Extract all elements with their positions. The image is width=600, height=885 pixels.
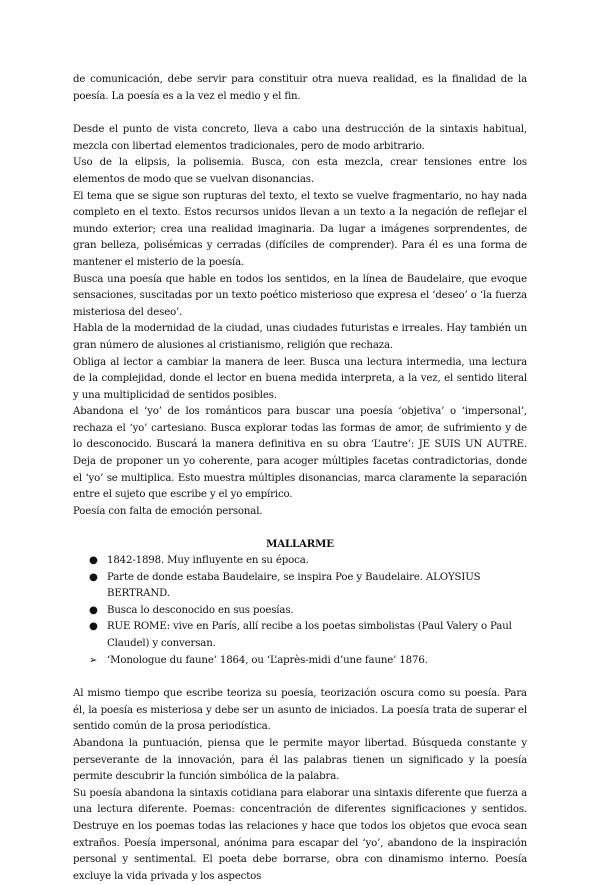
- list-item: [73, 653, 527, 670]
- list-item: [73, 553, 527, 570]
- bullet-icon: ●: [89, 571, 98, 583]
- arrow-bullet-icon: ➢: [89, 654, 98, 666]
- list-item: [73, 603, 527, 620]
- body-paragraph: Uso de la elipsis, la polisemia. Busca, con esta mezcla, crear tensiones entre los elementos de modo que se vuelvan disonancias.: [73, 157, 527, 185]
- body-paragraph: Desde el punto de vista concreto, lleva a cabo una destrucción de la sintaxis habitual, mezcla con libertad elementos tradicionales, pero de modo arbitrario.: [73, 124, 527, 152]
- body-paragraph: Busca una poesía que hable en todos los sentidos, en la línea de Baudelaire, que evoque sensaciones, suscitadas por un texto poético misterioso que expresa el ‘deseo’ o ‘la fuerza misteriosa del deseo’.: [73, 273, 527, 318]
- list-item: [73, 619, 527, 652]
- list-item-text: ‘Monologue du faune’ 1864, ou ‘L’après-midi d’une faune’ 1876.: [107, 654, 428, 666]
- body-paragraph: El tema que se sigue son rupturas del texto, el texto se vuelve fragmentario, no hay nada completo en el texto. Estos recursos unidos llevan a un texto a la negación de reflejar el mundo exterior; crea una realidad imaginaria. Da lugar a imágenes sorprendentes, de gran belleza, polisémicas y cerradas (difíciles de comprender). Para él es una forma de mantener el misterio de la poesía.: [73, 190, 527, 268]
- body-paragraph: Al mismo tiempo que escribe teoriza su poesía, teorización oscura como su poesía. Para él, la poesía es misteriosa y debe ser un asunto de iniciados. La poesía trata de superar el sentido común de la prosa periodística.: [73, 688, 527, 733]
- body-paragraph: Habla de la modernidad de la ciudad, unas ciudades futuristas e irreales. Hay también un gran número de alusiones al cristianismo, religión que rechaza.: [73, 323, 527, 351]
- paragraph-gap: [73, 105, 527, 122]
- mallarme-bullet-list: [73, 553, 527, 669]
- body-paragraph: Poesía con falta de emoción personal.: [73, 505, 263, 517]
- intro-paragraph: de comunicación, debe servir para constituir otra nueva realidad, es la finalidad de la poesía. La poesía es a la vez el medio y el fin.: [73, 74, 527, 102]
- body-paragraph: Abandona la puntuación, piensa que le permite mayor libertad. Búsqueda constante y perseverante de la innovación, para él las palabras tienen un significado y la poesía permite descubrir la función simbólica de la palabra.: [73, 737, 527, 783]
- list-item: [73, 570, 527, 603]
- list-item-text: RUE ROME: vive en París, allí recibe a los poetas simbolistas (Paul Valery o Paul Claudel) y conversan.: [107, 621, 512, 649]
- body-paragraph: Obliga al lector a cambiar la manera de leer. Busca una lectura intermedia, una lectura de la complejidad, donde el lector en buena medida interpreta, a la vez, el sentido literal y una multiplicidad de sentidos posibles.: [73, 356, 527, 401]
- section-rimbaud-notes: [73, 122, 527, 520]
- list-item-text: 1842-1898. Muy influyente en su época.: [107, 555, 309, 567]
- list-item-text: Parte de donde estaba Baudelaire, se inspira Poe y Baudelaire. ALOYSIUS BERTRAND.: [107, 571, 481, 600]
- bullet-icon: ●: [89, 621, 98, 633]
- bullet-icon: ●: [89, 604, 98, 616]
- section-heading: MALLARME: [266, 538, 334, 551]
- body-paragraph: Su poesía abandona la sintaxis cotidiana para elaborar una sintaxis diferente que fuerza a una lectura diferente. Poemas: concentración de diferentes significaciones y sentidos. Destruye en los poemas todas las relaciones y hace que todos los objetos que evoca sean extraños. Poesía impersonal, anónima para escapar del ‘yo’, abandono de la inspiración personal y sentimental. El poeta debe borrarse, obra con dinamismo interno. Poesía excluye la vida privada y los aspectos: [73, 787, 527, 882]
- body-paragraph: Abandona el ‘yo’ de los románticos para buscar una poesía ‘objetiva’ o ‘impersonal’, rechaza el ‘yo’ cartesiano. Busca explorar todas las formas de amor, de sufrimiento y de lo desconocido. Buscará la manera definitiva en su obra ‘L’autre’: JE SUIS UN AUTRE. Deja de proponer un yo coherente, para acoger múltiples facetas contradictorias, donde el ‘yo’ se multiplica. Esto muestra múltiples disonancias, marca claramente la separación entre el sujeto que escribe y el yo empírico.: [73, 406, 527, 501]
- paragraph-gap: [73, 520, 527, 536]
- paragraph-gap: [73, 669, 527, 686]
- section-mallarme-notes: [73, 686, 527, 885]
- bullet-icon: ●: [89, 555, 98, 567]
- list-item-text: Busca lo desconocido en sus poesías.: [107, 604, 294, 616]
